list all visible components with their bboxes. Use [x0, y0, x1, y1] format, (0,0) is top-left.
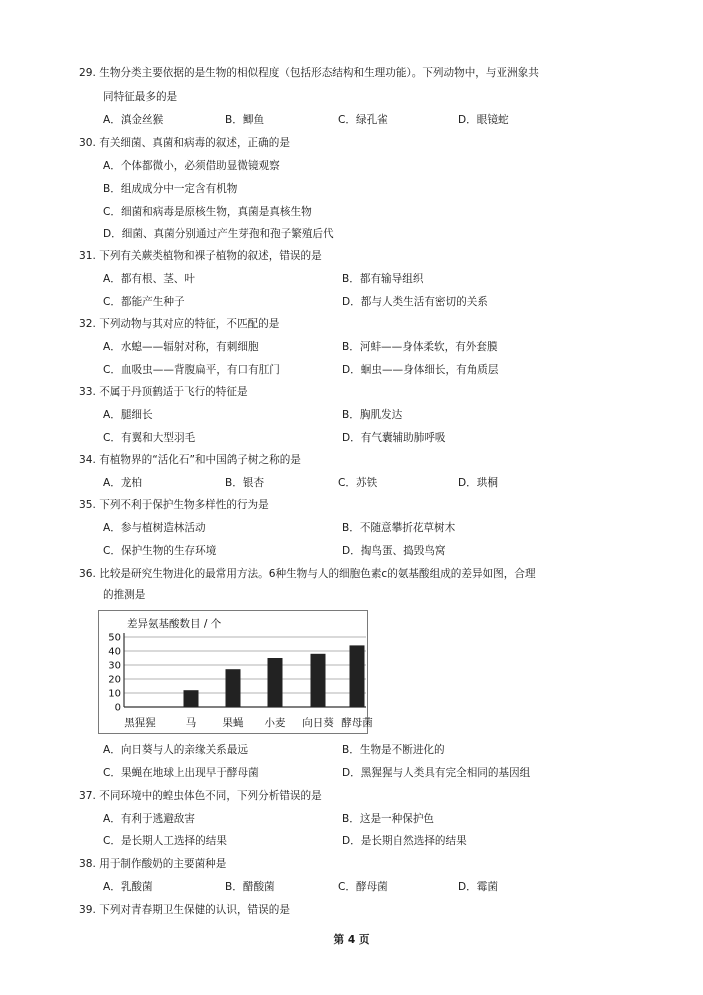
- q39-stem: 39. 下列对青春期卫生保健的认识，错误的是: [79, 904, 290, 916]
- q38-stem: 38. 用于制作酸奶的主要菌种是: [79, 858, 227, 870]
- q36-option-d[interactable]: D．黑猩猩与人类具有完全相同的基因组: [342, 767, 531, 779]
- page-number: 第 4 页: [333, 934, 370, 946]
- q30-option-d[interactable]: D．细菌、真菌分别通过产生芽孢和孢子繁殖后代: [103, 228, 334, 240]
- q36-option-c[interactable]: C．果蝇在地球上出现早于酵母菌: [103, 767, 259, 779]
- q32-option-b[interactable]: B．河蚌——身体柔软，有外套膜: [342, 341, 498, 353]
- q36-option-b[interactable]: B．生物是不断进化的: [342, 744, 445, 756]
- q29-option-a[interactable]: A．滇金丝猴: [103, 114, 164, 126]
- bar-1: [184, 690, 199, 707]
- bar-3: [268, 658, 283, 707]
- q34-option-d[interactable]: D．珙桐: [458, 477, 498, 489]
- q35-option-b[interactable]: B．不随意攀折花草树木: [342, 522, 456, 534]
- q30-option-c[interactable]: C．细菌和病毒是原核生物，真菌是真核生物: [103, 206, 312, 218]
- x-category-label: 果蝇: [222, 717, 244, 729]
- y-tick-label: 50: [108, 632, 121, 644]
- q38-option-c[interactable]: C．酵母菌: [338, 881, 388, 893]
- y-tick-label: 40: [108, 646, 121, 658]
- q32-option-c[interactable]: C．血吸虫——背腹扁平，有口有肛门: [103, 364, 280, 376]
- q30-option-b[interactable]: B．组成成分中一定含有机物: [103, 183, 238, 195]
- q35-option-c[interactable]: C．保护生物的生存环境: [103, 545, 217, 557]
- chart-title: 差异氨基酸数目 / 个: [127, 618, 222, 630]
- x-category-label: 小麦: [264, 717, 286, 729]
- q32-option-d[interactable]: D．蛔虫——身体细长，有角质层: [342, 364, 499, 376]
- y-tick-label: 30: [108, 660, 121, 672]
- q29-option-b[interactable]: B．鲫鱼: [225, 114, 265, 126]
- bar-4: [311, 654, 326, 707]
- q37-option-b[interactable]: B．这是一种保护色: [342, 813, 435, 825]
- q33-option-d[interactable]: D．有气囊辅助肺呼吸: [342, 432, 446, 444]
- q31-option-d[interactable]: D．都与人类生活有密切的关系: [342, 296, 488, 308]
- bar-2: [226, 669, 241, 707]
- q29-option-c[interactable]: C．绿孔雀: [338, 114, 388, 126]
- q34-option-c[interactable]: C．苏铁: [338, 477, 378, 489]
- q37-option-a[interactable]: A．有利于逃避敌害: [103, 813, 195, 825]
- y-tick-label: 20: [108, 674, 121, 686]
- q35-option-d[interactable]: D．掏鸟蛋、捣毁鸟窝: [342, 545, 446, 557]
- q34-stem: 34. 有植物界的“活化石”和中国鸽子树之称的是: [79, 454, 301, 466]
- y-tick-label: 0: [114, 702, 121, 714]
- q31-option-b[interactable]: B．都有输导组织: [342, 273, 424, 285]
- q33-option-c[interactable]: C．有翼和大型羽毛: [103, 432, 196, 444]
- q30-stem: 30. 有关细菌、真菌和病毒的叙述，正确的是: [79, 137, 290, 149]
- x-category-label: 黑猩猩: [124, 717, 156, 729]
- x-category-label: 酵母菌: [341, 717, 373, 729]
- q36-stem-cont: 的推测是: [103, 589, 146, 601]
- q29-option-d[interactable]: D．眼镜蛇: [458, 114, 509, 126]
- q31-option-a[interactable]: A．都有根、茎、叶: [103, 273, 195, 285]
- amino-acid-difference-chart: [98, 610, 373, 734]
- q29-stem: 29. 生物分类主要依据的是生物的相似程度（包括形态结构和生理功能）。下列动物中，与亚洲象共: [79, 67, 539, 79]
- q33-option-b[interactable]: B．胸肌发达: [342, 409, 403, 421]
- q38-option-d[interactable]: D．霉菌: [458, 881, 498, 893]
- q38-option-b[interactable]: B．醋酸菌: [225, 881, 275, 893]
- q35-stem: 35. 下列不利于保护生物多样性的行为是: [79, 499, 269, 511]
- q34-option-a[interactable]: A．龙柏: [103, 477, 143, 489]
- q32-option-a[interactable]: A．水螅——辐射对称，有刺细胞: [103, 341, 259, 353]
- q32-stem: 32. 下列动物与其对应的特征，不匹配的是: [79, 318, 280, 330]
- q31-option-c[interactable]: C．都能产生种子: [103, 296, 185, 308]
- q36-option-a[interactable]: A．向日葵与人的亲缘关系最远: [103, 744, 248, 756]
- q29-stem-cont: 同特征最多的是: [103, 91, 178, 103]
- bar-5: [350, 645, 365, 707]
- q33-option-a[interactable]: A．腿细长: [103, 409, 153, 421]
- q33-stem: 33. 不属于丹顶鹤适于飞行的特征是: [79, 386, 248, 398]
- y-tick-label: 10: [108, 688, 121, 700]
- x-category-label: 马: [185, 717, 197, 729]
- x-category-label: 向日葵: [302, 717, 334, 729]
- q38-option-a[interactable]: A．乳酸菌: [103, 881, 153, 893]
- q36-stem: 36. 比较是研究生物进化的最常用方法。6种生物与人的细胞色素c的氨基酸组成的差异如图，合理: [79, 568, 536, 580]
- q30-option-a[interactable]: A．个体都微小，必须借助显微镜观察: [103, 160, 280, 172]
- q34-option-b[interactable]: B．银杏: [225, 477, 265, 489]
- q31-stem: 31. 下列有关蕨类植物和裸子植物的叙述，错误的是: [79, 250, 322, 262]
- q37-option-c[interactable]: C．是长期人工选择的结果: [103, 835, 227, 847]
- q35-option-a[interactable]: A．参与植树造林活动: [103, 522, 206, 534]
- q37-stem: 37. 不同环境中的蝗虫体色不同，下列分析错误的是: [79, 790, 322, 802]
- q37-option-d[interactable]: D．是长期自然选择的结果: [342, 835, 467, 847]
